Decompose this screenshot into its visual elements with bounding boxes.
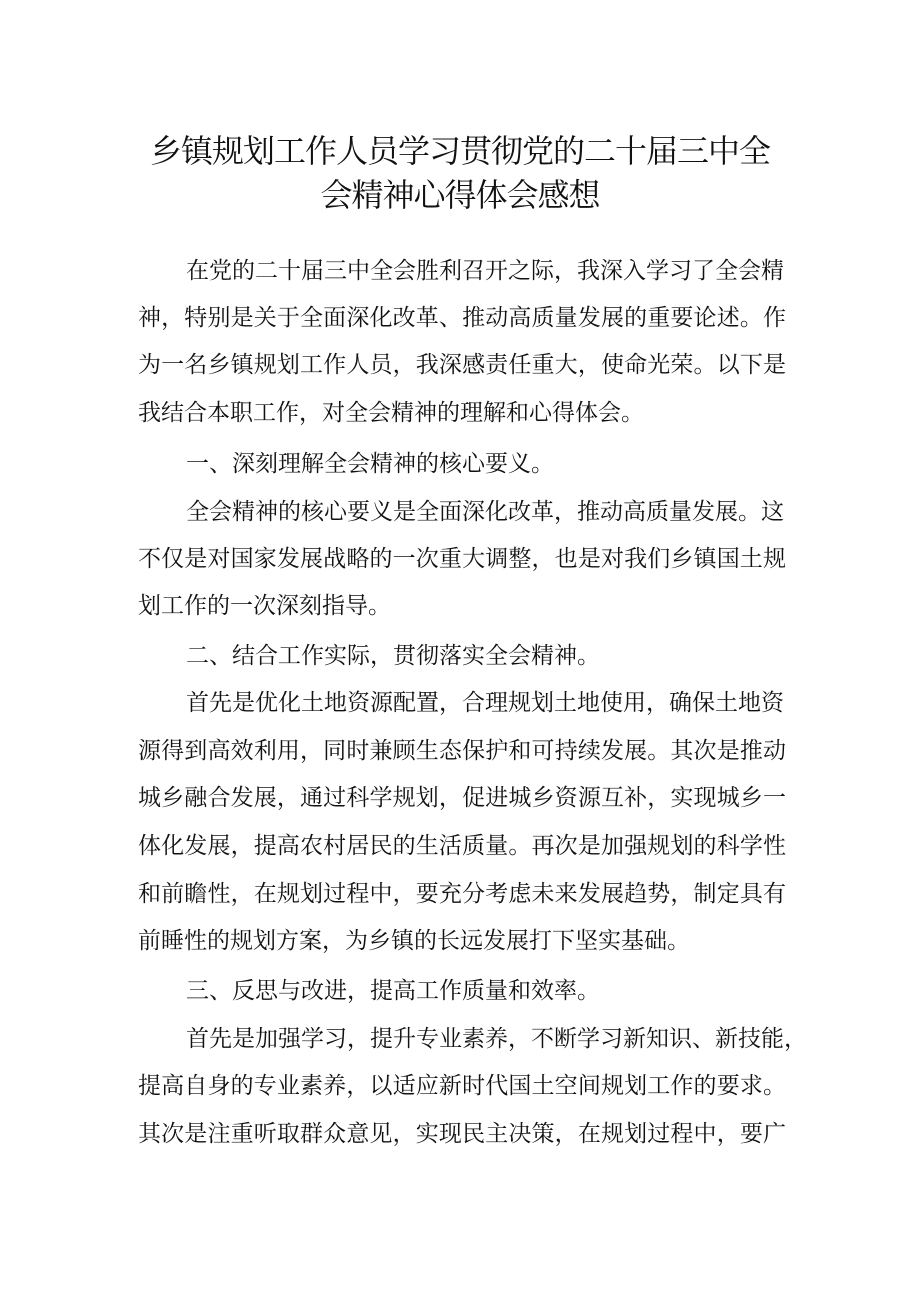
intro-line-3: 为一名乡镇规划工作人员，我深感责任重大，使命光荣。以下是 bbox=[138, 352, 786, 378]
section-2-line-1: 首先是优化土地资源配置，合理规划土地使用，确保土地资 bbox=[186, 690, 784, 716]
section-3-line-3: 其次是注重听取群众意见，实现民主决策，在规划过程中，要广 bbox=[138, 1121, 786, 1147]
document-title-line-1: 乡镇规划工作人员学习贯彻党的二十届三中全 bbox=[149, 132, 770, 170]
intro-line-4: 我结合本职工作，对全会精神的理解和心得体会。 bbox=[138, 400, 644, 426]
section-3-line-2: 提高自身的专业素养，以适应新时代国土空间规划工作的要求。 bbox=[138, 1073, 786, 1099]
section-1-line-3: 划工作的一次深刻指导。 bbox=[138, 593, 391, 619]
intro-line-1: 在党的二十届三中全会胜利召开之际，我深入学习了全会精 bbox=[186, 258, 784, 284]
section-1-line-2: 不仅是对国家发展战略的一次重大调整，也是对我们乡镇国土规 bbox=[138, 546, 786, 572]
section-3-line-1: 首先是加强学习，提升专业素养，不断学习新知识、新技能， bbox=[186, 1026, 807, 1052]
intro-line-2: 神，特别是关于全面深化改革、推动高质量发展的重要论述。作 bbox=[138, 305, 786, 331]
section-2-heading: 二、结合工作实际，贯彻落实全会精神。 bbox=[186, 643, 600, 669]
section-2-line-4: 体化发展，提高农村居民的生活质量。再次是加强规划的科学性 bbox=[138, 833, 786, 859]
section-1-line-1: 全会精神的核心要义是全面深化改革，推动高质量发展。这 bbox=[186, 499, 784, 525]
section-2-line-3: 城乡融合发展，通过科学规划，促进城乡资源互补，实现城乡一 bbox=[138, 785, 786, 811]
section-3-heading: 三、反思与改进，提高工作质量和效率。 bbox=[186, 978, 600, 1004]
section-2-line-6: 前睡性的规划方案，为乡镇的长远发展打下坚实基础。 bbox=[138, 928, 690, 954]
section-1-heading: 一、深刻理解全会精神的核心要义。 bbox=[186, 451, 554, 477]
section-2-line-2: 源得到高效利用，同时兼顾生态保护和可持续发展。其次是推动 bbox=[138, 738, 786, 764]
section-2-line-5: 和前瞻性，在规划过程中，要充分考虑未来发展趋势，制定具有 bbox=[138, 881, 786, 907]
document-title-line-2: 会精神心得体会感想 bbox=[320, 176, 600, 214]
